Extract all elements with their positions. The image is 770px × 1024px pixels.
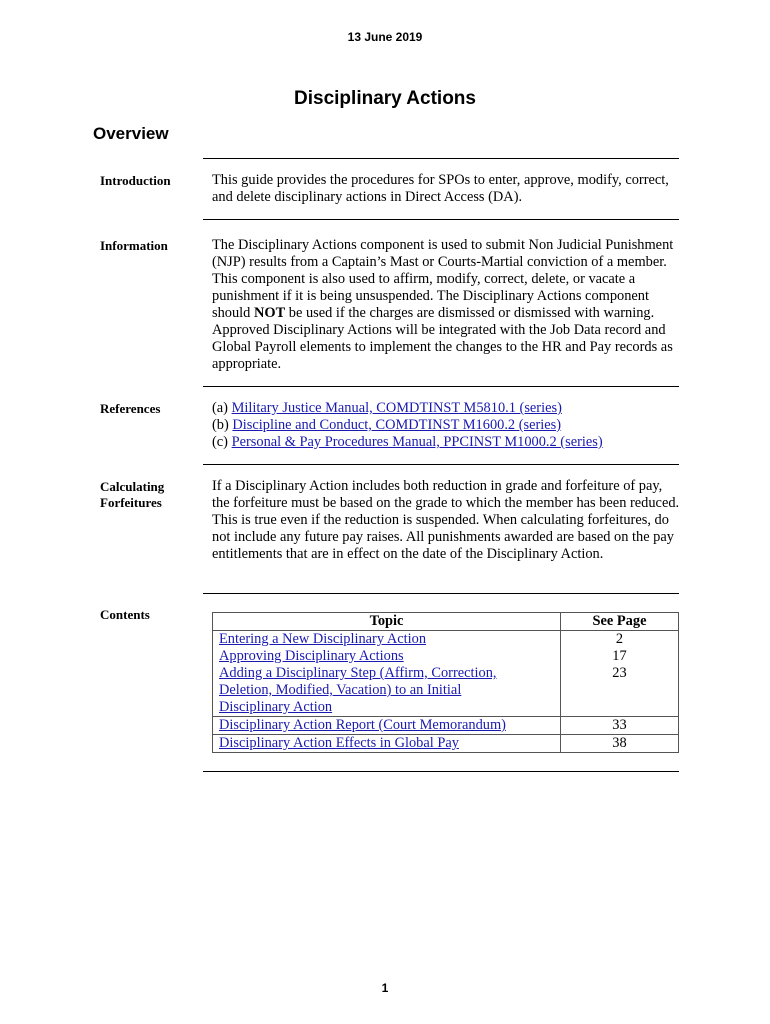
information-text xyxy=(212,237,682,373)
reference-link-pay-procedures[interactable]: Personal & Pay Procedures Manual, PPCINST M1000.2 (series) xyxy=(231,434,603,450)
introduction-text xyxy=(212,172,682,206)
calculating-text xyxy=(212,478,682,563)
column-header-see-page: See Page xyxy=(561,613,679,631)
information-text-emphasis: NOT xyxy=(253,305,286,321)
section-title-overview: Overview xyxy=(93,124,169,143)
reference-item xyxy=(212,417,682,434)
reference-prefix: (b) xyxy=(212,417,229,433)
calculating-paragraph: If a Disciplinary Action includes both reduction in grade and forfeiture of pay, the forfeiture must be based on the grade to which the member has been reduced. This is true even if the reduction is suspended. When calculating forfeitures, do not include any future pay raises. All punishments awarded are based on the pay entitlements that are in effect on the date of the Disciplinary Action. xyxy=(212,478,680,562)
column-header-topic: Topic xyxy=(213,613,561,631)
table-row xyxy=(213,631,679,649)
information-text-after: be used if the charges are dismissed or dismissed with warning. Approved Disciplinary Actions will be integrated with the Job Data record and Global Payroll elements to implement the changes to the HR and Pay records as appropriate. xyxy=(212,305,673,372)
contents-label: Contents xyxy=(100,607,150,622)
contents-header-row xyxy=(213,613,679,631)
calculating-forfeitures-label xyxy=(100,479,200,511)
reference-prefix: (a) xyxy=(212,400,228,416)
page-title: Disciplinary Actions xyxy=(294,88,476,109)
toc-link-global-pay[interactable]: Disciplinary Action Effects in Global Pay xyxy=(219,735,459,751)
header-date: 13 June 2019 xyxy=(347,30,423,44)
divider xyxy=(203,219,679,220)
references-list xyxy=(212,400,682,451)
calculating-label-line2: Forfeitures xyxy=(100,495,162,510)
table-row xyxy=(213,665,679,717)
reference-link-discipline-conduct[interactable]: Discipline and Conduct, COMDTINST M1600.2 (series) xyxy=(232,417,562,433)
toc-page-number: 17 xyxy=(561,648,679,665)
toc-link-entering[interactable]: Entering a New Disciplinary Action xyxy=(219,631,427,647)
toc-link-report[interactable]: Disciplinary Action Report (Court Memorandum) xyxy=(219,717,506,733)
divider xyxy=(203,771,679,772)
information-text-before: The Disciplinary Actions component is used to submit Non Judicial Punishment (NJP) results from a Captain’s Mast or Courts-Martial conviction of a member. This component is also used to affirm, modify, correct, delete, or vacate a punishment if it is being unsuspended. The Disciplinary Actions component should xyxy=(212,237,674,321)
divider xyxy=(203,593,679,594)
page-number: 1 xyxy=(381,981,389,995)
contents-table xyxy=(212,612,679,753)
information-label: Information xyxy=(100,238,168,253)
information-paragraph xyxy=(212,237,682,373)
toc-page-number: 38 xyxy=(561,735,679,753)
references-label: References xyxy=(100,401,161,416)
calculating-label-line1: Calculating xyxy=(100,479,165,494)
table-row xyxy=(213,648,679,665)
reference-item xyxy=(212,400,682,417)
introduction-paragraph: This guide provides the procedures for SPOs to enter, approve, modify, correct, and delete disciplinary actions in Direct Access (DA). xyxy=(212,172,669,205)
divider xyxy=(203,386,679,387)
toc-link-adding-step[interactable]: Adding a Disciplinary Step (Affirm, Correction, Deletion, Modified, Vacation) to an Initial Disciplinary Action xyxy=(219,665,497,715)
reference-link-military-justice[interactable]: Military Justice Manual, COMDTINST M5810.1 (series) xyxy=(231,400,562,416)
toc-page-number: 2 xyxy=(561,631,679,649)
reference-item xyxy=(212,434,682,451)
divider xyxy=(203,464,679,465)
reference-prefix: (c) xyxy=(212,434,228,450)
toc-page-number: 33 xyxy=(561,717,679,735)
table-row xyxy=(213,717,679,735)
introduction-label: Introduction xyxy=(100,173,171,188)
toc-page-number: 23 xyxy=(561,665,679,717)
divider xyxy=(203,158,679,159)
table-row xyxy=(213,735,679,753)
toc-link-approving[interactable]: Approving Disciplinary Actions xyxy=(219,648,404,664)
